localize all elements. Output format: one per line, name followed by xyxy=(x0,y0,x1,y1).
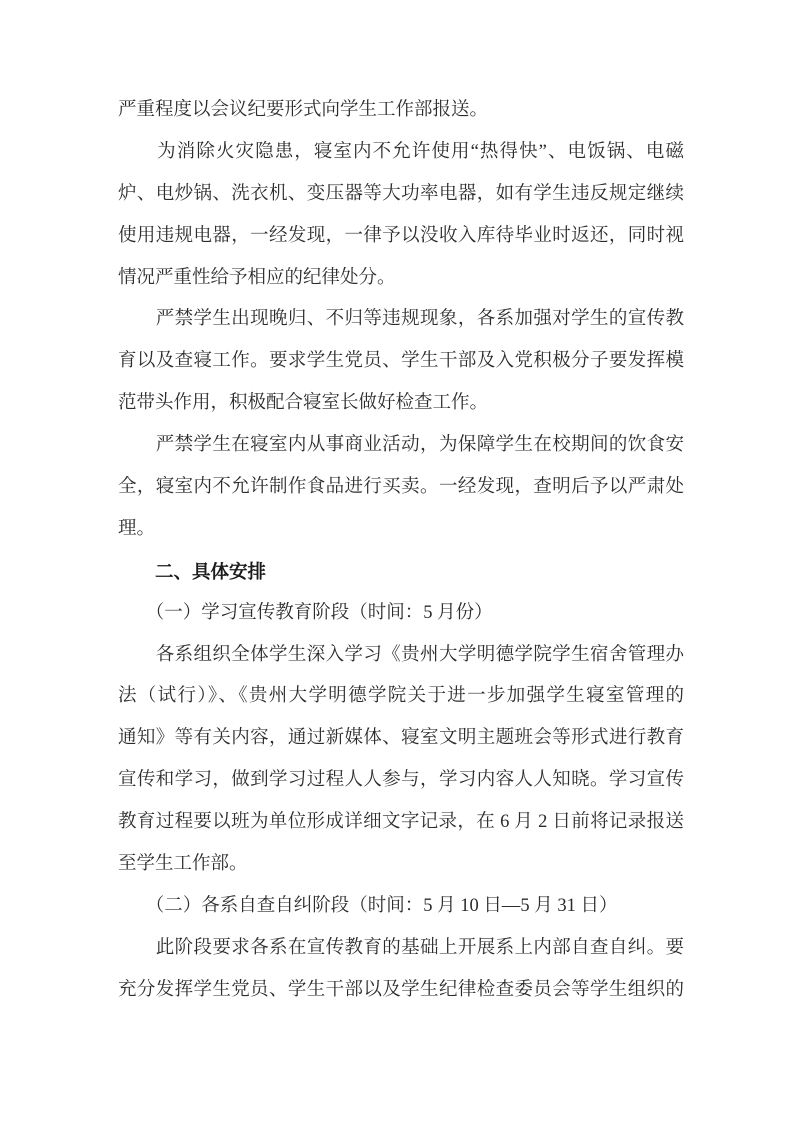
document-line: （二）各系自查自纠阶段（时间：5 月 10 日—5 月 31 日） xyxy=(118,895,618,916)
document-content xyxy=(118,90,684,1012)
document-line: 法（试行）》、《贵州大学明德学院关于进一步加强学生寝室管理的 xyxy=(118,686,684,707)
document-line: 育以及查寝工作。要求学生党员、学生干部及入党积极分子要发挥模 xyxy=(118,351,684,372)
document-line: 情况严重性给予相应的纪律处分。 xyxy=(118,267,396,288)
document-line: 教育过程要以班为单位形成详细文字记录，在 6 月 2 日前将记录报送 xyxy=(118,812,684,833)
document-line: 充分发挥学生党员、学生干部以及学生纪律检查委员会等学生组织的 xyxy=(118,979,684,1000)
document-line: 各系组织全体学生深入学习《贵州大学明德学院学生宿舍管理办 xyxy=(118,644,684,665)
section-heading: 二、具体安排 xyxy=(118,560,267,582)
document-line: 范带头作用，积极配合寝室长做好检查工作。 xyxy=(118,393,489,414)
document-line: 使用违规电器，一经发现，一律予以没收入库待毕业时返还，同时视 xyxy=(118,225,684,246)
document-line: 通知》等有关内容，通过新媒体、寝室文明主题班会等形式进行教育 xyxy=(118,728,684,749)
document-line: 严禁学生在寝室内从事商业活动，为保障学生在校期间的饮食安 xyxy=(118,435,684,456)
document-line: 严重程度以会议纪要形式向学生工作部报送。 xyxy=(118,100,489,120)
document-line: 至学生工作部。 xyxy=(118,854,248,875)
document-line: （一）学习宣传教育阶段（时间：5 月份） xyxy=(118,602,493,623)
document-line: 全，寝室内不允许制作食品进行买卖。一经发现，查明后予以严肃处 xyxy=(118,477,684,498)
document-line: 此阶段要求各系在宣传教育的基础上开展系上内部自查自纠。要 xyxy=(118,937,684,958)
document-line: 理。 xyxy=(118,518,156,539)
document-line: 宣传和学习，做到学习过程人人参与，学习内容人人知晓。学习宣传 xyxy=(118,770,684,791)
document-line: 严禁学生出现晚归、不归等违规现象，各系加强对学生的宣传教 xyxy=(118,309,684,330)
document-line: 炉、电炒锅、洗衣机、变压器等大功率电器，如有学生违反规定继续 xyxy=(118,183,684,204)
document-line: 为消除火灾隐患，寝室内不允许使用“热得快”、电饭锅、电磁 xyxy=(118,141,684,162)
